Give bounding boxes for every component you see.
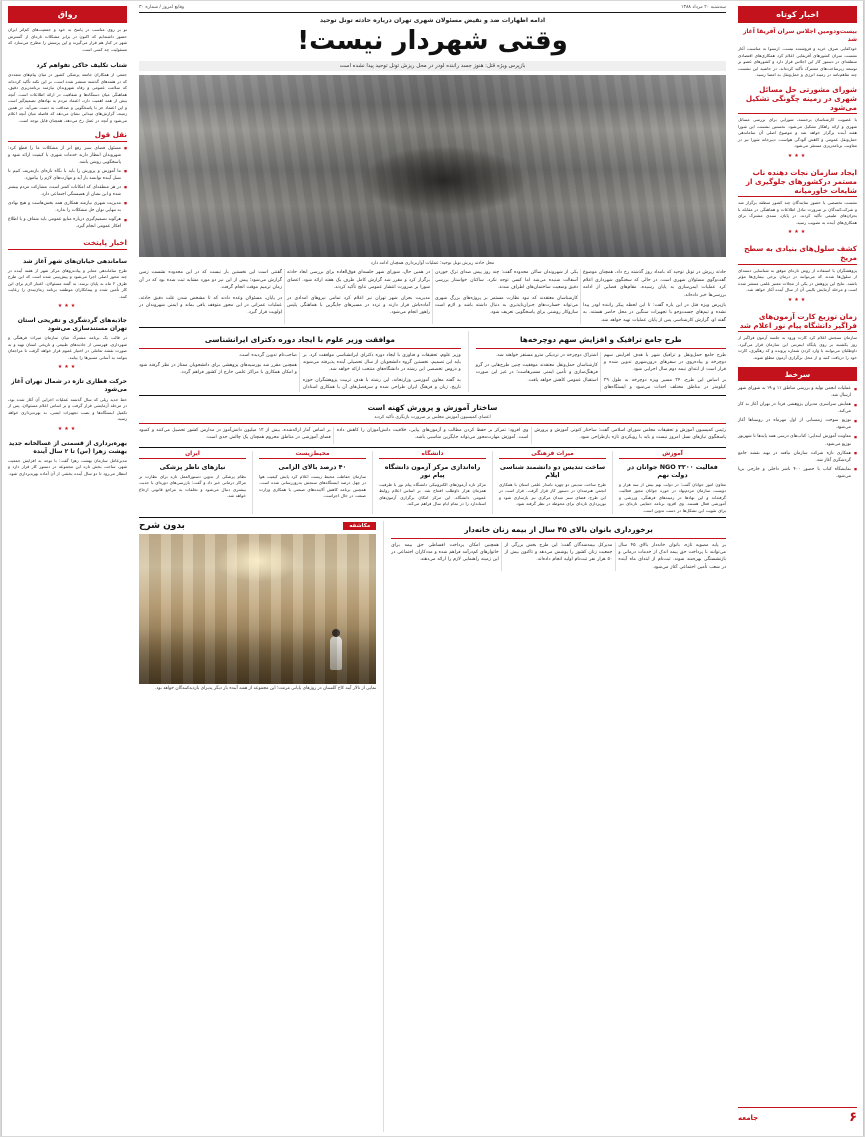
right-subhead-3: ساماندهی خیابان‌های شهر آغاز شد bbox=[23, 257, 127, 265]
photo-feature bbox=[139, 521, 384, 1132]
mini-section-university bbox=[379, 451, 493, 515]
palace-photo bbox=[139, 534, 376, 684]
mini-section-tag: ایران bbox=[139, 451, 246, 459]
left-subhead-4: کشف سلول‌های بنیادی به سطح مریخ bbox=[738, 244, 857, 265]
mini-section-text: معاون امور جوانان گفت: در دولت نهم بیش از سه هزار و دویست سازمان مردم‌نهاد در حوزه جوانان مجوز فعالیت گرفته‌اند و این نهادها در زمینه‌های فرهنگی، ورزشی و آموزشی فعال هستند. وی افزود برنامه حمایتی تازه‌ای نیز برای تقویت این تشکل‌ها در دست تدوین است. bbox=[619, 481, 726, 513]
right-sidebar-masthead: رواق bbox=[8, 6, 127, 23]
divider bbox=[139, 348, 461, 349]
divider bbox=[391, 538, 726, 539]
right-quote-list bbox=[8, 145, 127, 233]
lead-kicker: ادامه اظهارات ضد و نقیض مسئولان شهری تهران درباره حادثه تونل توحید bbox=[319, 17, 546, 24]
photo-feature-header bbox=[139, 521, 376, 531]
divider-stars: ★★★ bbox=[57, 364, 78, 371]
right-sidebar bbox=[1, 1, 133, 1136]
main-header bbox=[139, 5, 726, 13]
bottom-row bbox=[139, 521, 726, 1132]
article-traffic bbox=[476, 331, 726, 391]
right-heading-citynews: اخبار پایتخت bbox=[8, 238, 127, 250]
mini-section-headline: راه‌اندازی مرکز آزمون دانشگاه پیام نور bbox=[384, 462, 481, 479]
article-headline: طرح جامع ترافیک و افزایش سهم دوچرخه‌ها bbox=[520, 335, 682, 345]
mini-section-tag: آموزش bbox=[619, 451, 726, 459]
article-body bbox=[139, 352, 461, 392]
article-body bbox=[139, 427, 726, 444]
mini-section-education bbox=[619, 451, 726, 515]
photo-feature-headline: بدون شرح bbox=[139, 521, 185, 532]
article-paragraph: وزیر علوم، تحقیقات و فناوری با ایجاد دوره دکترای ایرانشناسی موافقت کرد. بر پایه این تصمیم، نخستین گروه دانشجویان از سال تحصیلی آینده پذیرفته می‌شوند و دروس تخصصی این رشته در دانشگاه‌های منتخب ارائه خواهد شد. bbox=[302, 352, 461, 373]
article-paragraph: بر اساس این طرح، ۲۴ مسیر ویژه دوچرخه به طول ۲۹ کیلومتر در مناطق مختلف احداث می‌شود و ایستگاه‌های اشتراک دوچرخه در نزدیکی مترو مستقر خواهند شد. bbox=[495, 352, 727, 391]
lead-paragraph: یکی از شهروندان ساکن محدوده گفت: چند روز پیش صدای ترک خوردن آسفالت شنیده می‌شد اما کسی توجه نکرد. ساکنان خواستار بررسی دقیق وضعیت ساختمان‌های اطراف شدند. bbox=[435, 270, 578, 291]
divider bbox=[476, 348, 726, 349]
lead-paragraph: گفتنی است این نخستین بار نیست که در این محدوده نشست زمین گزارش می‌شود؛ پیش از این نیز دو مورد مشابه ثبت شده بود که در آن زمان ترمیم موقت انجام گرفت. bbox=[139, 270, 282, 291]
article-body bbox=[476, 352, 726, 392]
left-subhead-5: زمان توزیع کارت آزمون‌های فراگیر دانشگاه پیام نور اعلام شد bbox=[738, 312, 857, 333]
right-intro-text: تو بر روی مناسب در پاسخ به خود و جمعیت‌های کم‌اثر ایران حضور داشته‌ایم که اکنون در برابر مشکلات تازه‌ای از گسترش شهر در کنار هم قرار می‌گیرند و این پرسش را مطرح می‌سازد که مسئولیت چه کسی است. bbox=[8, 27, 127, 52]
article-paragraph: رئیس کمیسیون آموزش و تحقیقات مجلس شورای اسلامی گفت: ساختار کنونی آموزش و پرورش پاسخگوی نیازهای نسل امروز نیست و باید با رویکردی تازه بازطراحی شود. bbox=[534, 427, 726, 441]
mini-section-heritage bbox=[499, 451, 613, 515]
list-item: ■ مدیریت شهری نیازمند همکاری همه بخش‌هاست و هیچ نهادی به تنهایی توان حل مشکلات را ندارد. bbox=[8, 200, 127, 214]
mini-section-headline: نیازهای ناظر پزشکی bbox=[159, 462, 226, 471]
article-paragraph: طرح جامع حمل‌ونقل و ترافیک شهر با هدف افزایش سهم دوچرخه و پیاده‌روی در سفرهای درون‌شهری تدوین شده و قرار است از ابتدای نیمه دوم سال اجرایی شود. bbox=[603, 352, 726, 373]
mini-section-environment bbox=[259, 451, 373, 515]
lead-paragraph: مدیریت بحران شهر تهران نیز اعلام کرد تمامی نیروهای امدادی در آماده‌باش قرار دارند و تردد در مسیرهای جایگزین با هماهنگی پلیس راهور انجام می‌شود. bbox=[287, 295, 430, 316]
divider-stars: ★★★ bbox=[787, 296, 808, 303]
article-body bbox=[391, 542, 726, 572]
list-item: ■ توزیع سوخت زمستانی از اول مهرماه در روستاها آغاز می‌شود. bbox=[738, 417, 857, 431]
left-text-2: با عضویت کارشناسان برجسته، شورایی برای بررسی مسائل شهری و ارائه راهکار تشکیل می‌شود. نخستین نشست این شورا هفته آینده برگزار خواهد شد و موضوع اصلی آن ساماندهی حمل‌ونقل عمومی و کاهش آلودگی هواست. دبیرخانه شورا نیز در معاونت برنامه‌ریزی مستقر می‌شود. bbox=[738, 117, 857, 149]
left-text-1: خودکفایی صرف خرید و فروشنده نیست. ارسنوا به مناسبت آغاز نشست سران کشورهای آفریقایی اعلام کرد همکاری‌های اقتصادی منطقه‌ای در دستور کار این اجلاس قرار دارد و کشورهای عضو بر توسعه زیرساخت‌های مشترک تأکید کرده‌اند. در حاشیه این نشست چند تفاهم‌نامه در زمینه انرژی و حمل‌ونقل به امضا رسید. bbox=[738, 46, 857, 78]
right-subhead-5: حرکت قطاری تازه در شمال تهران آغاز می‌شود bbox=[11, 378, 127, 394]
left-text-4: پژوهشگران با استفاده از روش تازه‌ای موفق به شناسایی دسته‌ای از سلول‌ها شدند که می‌توانند در درمان برخی بیماری‌ها مؤثر باشند. نتایج این پژوهش در یکی از مجلات معتبر علمی منتشر شده است و مرحله آزمایش بالینی آن از سال آینده آغاز خواهد شد. bbox=[738, 267, 857, 293]
mini-section-text: مرکز تازه آزمون‌های الکترونیکی دانشگاه پیام نور با ظرفیت همزمان هزار داوطلب افتتاح شد. بر اساس اعلام روابط عمومی دانشگاه، این مرکز امکان برگزاری آزمون‌های استاندارد را در تمام ایام سال فراهم می‌کند. bbox=[379, 481, 486, 507]
main-content bbox=[133, 1, 732, 1136]
mini-section-headline: ۴۰ درصد بالای الزامی bbox=[278, 462, 347, 471]
left-sidebar-masthead: اخبار کوتاه bbox=[738, 6, 857, 23]
divider bbox=[139, 423, 726, 424]
lead-paragraph: بازپرس ویژه قتل در این باره گفت: تا این لحظه پیکر راننده لودر پیدا نشده و تیم‌های جست‌وجو با تجهیزات سنگین در محل حاضر هستند. به گفته او، گزارش کارشناسی پس از پایان عملیات تهیه خواهد شد. bbox=[583, 302, 726, 323]
article-row-1 bbox=[139, 331, 726, 391]
mini-section-headline: فعالیت ۳۲۰۰ NGO جوانان در دولت نهم bbox=[627, 462, 718, 479]
article-paragraph: به گفته معاون آموزشی وزارتخانه، این رشته با هدف تربیت پژوهشگران حوزه تاریخ، زبان و فرهنگ ایران طراحی شده و سرفصل‌های آن با همکاری استادان صاحب‌نام تدوین گردیده است. bbox=[238, 352, 461, 391]
list-item: ■ ما آموزش و پرورش را باید با نگاه تازه‌ای بازتعریف کنیم تا نسل آینده توانمند بار آید و مهارت‌های لازم را بیاموزد. bbox=[8, 168, 127, 182]
article-education bbox=[139, 399, 726, 444]
article-paragraph: کارشناسان حمل‌ونقل معتقدند موفقیت چنین طرح‌هایی در گرو فرهنگ‌سازی و تأمین ایمنی مسیرهاست؛ در غیر این صورت استقبال عمومی کاهش خواهد یافت. bbox=[475, 362, 598, 383]
right-text-6: مدیرعامل سازمان بهشت زهرا گفت: با توجه به افزایش جمعیت شهر، ساخت بخش تازه این مجموعه در دستور کار قرار دارد و انتظار می‌رود تا دو سال آینده بخشی از آن آماده بهره‌برداری شود. bbox=[8, 457, 127, 476]
article-paragraph: وی افزود: تمرکز بر حفظ کردن مطالب و آزمون‌های پیاپی، خلاقیت دانش‌آموزان را کاهش داده است. آموزش مهارت‌محور می‌تواند جایگزین مناسبی باشد. bbox=[336, 427, 529, 441]
left-subhead-1: بیست‌ودومین اجلاس سران آفریقا آغاز شد bbox=[742, 28, 857, 44]
article-pre: اعضای کمیسیون آموزش مجلس بر ضرورت بازنگری تأکید کردند bbox=[374, 414, 491, 420]
left-headlines-label: سرخط bbox=[738, 367, 857, 381]
left-sidebar bbox=[732, 1, 864, 1136]
photo-feature-caption: نمایی از تالار آینه کاخ گلستان در روزهای پایانی مرمت؛ این مجموعه از هفته آینده بار دیگر پذیرای بازدیدکنندگان خواهد بود. bbox=[154, 686, 377, 692]
mini-section-text: طرح ساخت تندیس دو چهره نامدار علمی استان با همکاری انجمن هنرمندان در دستور کار قرار گرفت. قرار است در این طرح، فضای سبز میدان مرکزی نیز بازسازی شود و نورپردازی تازه‌ای برای محوطه در نظر گرفته شود. bbox=[499, 481, 606, 507]
left-text-3: نشست تخصصی با حضور نمایندگان چند کشور منطقه برگزار شد و شرکت‌کنندگان بر ضرورت تبادل اطلاعات و هماهنگی در مقابله با بحران‌های طبیعی تأکید کردند. در پایان، سندی مشترک برای همکاری‌های آینده به تصویب رسید. bbox=[738, 200, 857, 225]
article-paragraph: بر پایه مصوبه تازه، بانوان خانه‌دار بالای ۴۵ سال می‌توانند با پرداخت حق بیمه اندک از خدمات درمانی و بازنشستگی بهره‌مند شوند. ثبت‌نام از ابتدای ماه آینده در شعب تأمین اجتماعی آغاز می‌شود. bbox=[618, 542, 726, 570]
right-subhead-6: بهره‌برداری از قسمتی از غسالخانه جدید بهشت زهرا (س) تا ۲ سال آینده bbox=[8, 439, 127, 455]
article-headline: برخورداری بانوان بالای ۴۵ سال از بیمه زنان خانه‌دار bbox=[464, 525, 653, 535]
divider bbox=[139, 447, 726, 448]
right-heading-quotes: نقل قول bbox=[8, 130, 127, 142]
left-headlines-list bbox=[738, 385, 857, 482]
mini-section-text: سازمان حفاظت محیط زیست اعلام کرد پایش کیفیت هوا در چهل درصد ایستگاه‌های سنجش به‌روزرسانی شده است. همچنین برنامه کاهش آلاینده‌های صنعتی با همکاری وزارت صنعت در حال اجراست. bbox=[259, 473, 366, 499]
mini-section-iran bbox=[139, 451, 253, 515]
mini-section-tag: محیط‌زیست bbox=[259, 451, 366, 459]
lead-paragraph: در همین حال، شورای شهر جلسه‌ای فوق‌العاده برای بررسی ابعاد حادثه برگزار کرد و مقرر شد گزارش کامل ظرف یک هفته ارائه شود. اعضای شورا بر ضرورت انتشار عمومی نتایج تأکید کردند. bbox=[287, 270, 430, 291]
divider-stars: ★★★ bbox=[787, 152, 808, 159]
article-row-2 bbox=[139, 399, 726, 444]
divider bbox=[139, 327, 726, 328]
right-text-3: طرح ساماندهی معابر و پیاده‌روهای مرکز شهر از هفته آینده در چند محور اصلی اجرا می‌شود و پیش‌بینی شده است که این طرح ظرف ۲ ماه به پایان برسد. به گفته مسئولان، اعتبار لازم برای این کار تأمین شده و پیمانکاران موظفند برنامه زمان‌بندی را رعایت کنند. bbox=[8, 267, 128, 299]
left-subhead-3: ایجاد سازمان نجات دهنده ناب مستمر درکشورهای جلوگیری از شایعات خاورمیانه bbox=[738, 168, 857, 198]
lead-paragraph: کارشناسان معتقدند که نبود نظارت مستمر بر پروژه‌های بزرگ شهری می‌تواند خسارت‌های جبران‌ناپذیری به دنبال داشته باشد و لازم است سازوکار روشنی برای پاسخگویی تعریف شود. bbox=[435, 295, 578, 316]
right-text-1: جمعی از همکاران جامعه پزشکی کشور در میان پیام‌های متعددی که در هفته‌های گذشته منتشر شده است، بر این نکته تأکید کرده‌اند که سلامت عمومی و رفاه شهروندان نیازمند برنامه‌ریزی دقیق، هماهنگی میان دستگاه‌ها و شفافیت در ارائه اطلاعات است. آنچه بیش از همه اهمیت دارد، اعتماد مردم به نهادهای تصمیم‌گیر است و این اعتماد جز با پاسخگویی و صداقت به دست نمی‌آید. در همین زمینه، گزارش‌های میدانی نشان می‌دهد که فاصله میان آنچه اعلام می‌شود و آنچه در عمل رخ می‌دهد، همچنان قابل توجه است. bbox=[8, 72, 127, 123]
mini-section-text: نظام پزشکی از تدوین دستورالعمل تازه برای نظارت بر مراکز درمانی خبر داد و گفت: بازرسی‌های دوره‌ای با جدیت بیشتری دنبال می‌شود و تخلفات به مراجع قانونی ارجاع خواهد شد. bbox=[139, 473, 246, 499]
list-item: ■ همایش سراسری مدیران پژوهشی فردا در تهران آغاز به کار می‌کند. bbox=[738, 401, 857, 415]
lead-subkicker: بازپرس ویژه قتل: هنوز جسد راننده لودر در محل ریزش تونل توحید پیدا نشده است bbox=[139, 61, 726, 71]
article-headline: ساختار آموزش و پرورش کهنه است bbox=[367, 402, 498, 412]
right-heading-1: شتاب تکلیف خاکی تفواهم کرد bbox=[36, 62, 127, 69]
lead-paragraph: در پایان، مسئولان وعده دادند که تا مشخص شدن علت دقیق حادثه، عملیات عمرانی در این محور متوقف باقی بماند و ایمنی شهروندان در اولویت قرار گیرد. bbox=[139, 295, 282, 316]
page-number: ۶ bbox=[849, 1110, 857, 1125]
article-paragraph: بر اساس آمار ارائه‌شده، بیش از ۱۲ میلیون دانش‌آموز در مدارس کشور تحصیل می‌کنند و کمبود فضای آموزشی در مناطق محروم همچنان یک چالش جدی است. bbox=[139, 427, 331, 441]
mini-sections-row bbox=[139, 451, 726, 515]
list-item: ■ همکاری تازه شرکت سازمان نیافته در تهیه نقشه جامع گردشگری آغاز شد. bbox=[738, 450, 857, 464]
list-item: ■ مسئول فضای سبز رفع اثر از مشکلات ما را قطع کرد: شهروندان انتظار دارند خدمات شهری با کیفیت ارائه شود و پاسخگویی روشن باشد. bbox=[8, 145, 127, 166]
divider bbox=[139, 395, 726, 396]
person-figure bbox=[330, 636, 342, 670]
divider bbox=[139, 517, 726, 518]
lead-photo bbox=[139, 75, 726, 257]
divider-stars: ★★★ bbox=[787, 229, 808, 236]
list-item: ■ نمایشگاه کتاب با حضور ۴۰۰ ناشر داخلی و خارجی برپا می‌شود. bbox=[738, 466, 857, 480]
left-text-5: سازمان سنجش اعلام کرد کارت ورود به جلسه آزمون فراگیر از روز یکشنبه بر روی پایگاه اینترنتی این سازمان قرار می‌گیرد. داوطلبان می‌توانند با وارد کردن شماره پرونده و کد رهگیری، کارت خود را دریافت کنند و از محل برگزاری آزمون مطلع شوند. bbox=[738, 335, 857, 360]
lead-photo-caption: محل حادثه ریزش تونل توحید؛ عملیات آواربرداری همچنان ادامه دارد bbox=[370, 261, 495, 267]
right-subhead-4: جاذبه‌های گردشگری و تفریحی استان تهران مستندسازی می‌شود bbox=[17, 317, 127, 333]
list-item: ■ معاونت آموزش ابتدایی: کتاب‌های درسی همه پایه‌ها تا شهریور توزیع می‌شود. bbox=[738, 433, 857, 447]
mini-section-tag: میراث فرهنگی bbox=[499, 451, 606, 459]
list-item: ■ هرگونه تصمیم‌گیری درباره منابع عمومی باید شفاف و با اطلاع افکار عمومی انجام گیرد. bbox=[8, 216, 127, 230]
lead-body bbox=[139, 269, 726, 324]
issue-date: سه‌شنبه ۲۰ مرداد ۱۳۸۸ bbox=[681, 5, 726, 10]
lead-paragraph: حادثه ریزش در تونل توحید که بامداد روز گذشته رخ داد، همچنان موضوع گفت‌وگوی مسئولان شهری است. در حالی که سخنگوی شهرداری اعلام کرد عملیات ایمن‌سازی به پایان رسیده، مقام‌های قضایی از ادامه بررسی‌ها خبر داده‌اند. bbox=[583, 270, 726, 298]
right-text-5: خط جدید ریلی که سال گذشته عملیات اجرایی آن آغاز شده بود، در مرحله آزمایشی قرار گرفت و بر اساس اعلام مسئولان، پس از تکمیل ایستگاه‌ها و نصب تجهیزات ایمنی، به بهره‌برداری خواهد رسید. bbox=[8, 396, 127, 422]
lead-headline: وقتی شهردار نیست! bbox=[297, 26, 568, 57]
issue-number: وقایع امروز / شماره ۳۰ bbox=[139, 5, 185, 10]
mini-section-tag: دانشگاه bbox=[379, 451, 486, 459]
right-text-4: در قالب یک برنامه مشترک میان سازمان میراث فرهنگی و شهرداری، فهرستی از جاذبه‌های طبیعی و تاریخی استان تهیه و به صورت نقشه تعاملی در اختیار عموم قرار خواهد گرفت تا مراجعان بتوانند به آسانی مسیرها را بیابند. bbox=[8, 335, 127, 360]
list-item: ■ در هر منطقه‌ای که امکانات کمتر است، مشارکت مردم بیشتر شده و این نشان از همبستگی اجتماعی دارد. bbox=[8, 184, 127, 198]
photo-feature-tag: مکاشفه bbox=[343, 522, 376, 530]
list-item: ■ عملیات انجمن تولید و بررسی مناطق ۱۱ و ۱۹ به شورای شهر ارسال شد. bbox=[738, 385, 857, 399]
divider-stars: ★★★ bbox=[57, 425, 78, 432]
mini-section-headline: ساخت تندیس دو دانشمند شناسی ایلام bbox=[499, 462, 606, 479]
page-section-label: جامعه bbox=[738, 1113, 759, 1122]
insurance-article bbox=[391, 521, 726, 1132]
article-phd bbox=[139, 331, 469, 391]
article-paragraph: همچنین امکان پرداخت اقساطی حق بیمه برای خانوارهای کم‌درآمد فراهم شده و مددکاران اجتماعی در این زمینه راهنمایی لازم را ارائه می‌دهند. bbox=[391, 542, 499, 563]
article-headline: موافقت وزیر علوم با ایجاد دوره دکترای ایرانشناسی bbox=[204, 335, 395, 345]
article-paragraph: همچنین مقرر شد بورسیه‌های پژوهشی برای دانشجویان ممتاز در نظر گرفته شود و امکان همکاری با مراکز علمی خارج از کشور فراهم گردد. bbox=[139, 362, 297, 376]
left-subhead-2: شورای مشورتی حل مسائل شهری در زمینه چگونگی تشکیل می‌شود bbox=[738, 85, 857, 115]
page-number-footer bbox=[738, 1107, 857, 1127]
lead-story bbox=[139, 16, 726, 324]
article-paragraph: مدیرکل بیمه‌شدگان گفت: این طرح بخش بزرگی از جمعیت زنان کشور را پوشش می‌دهد و تاکنون بیش از ۵۰ هزار نفر ثبت‌نام اولیه انجام داده‌اند. bbox=[504, 542, 613, 563]
divider-stars: ★★★ bbox=[57, 303, 78, 310]
